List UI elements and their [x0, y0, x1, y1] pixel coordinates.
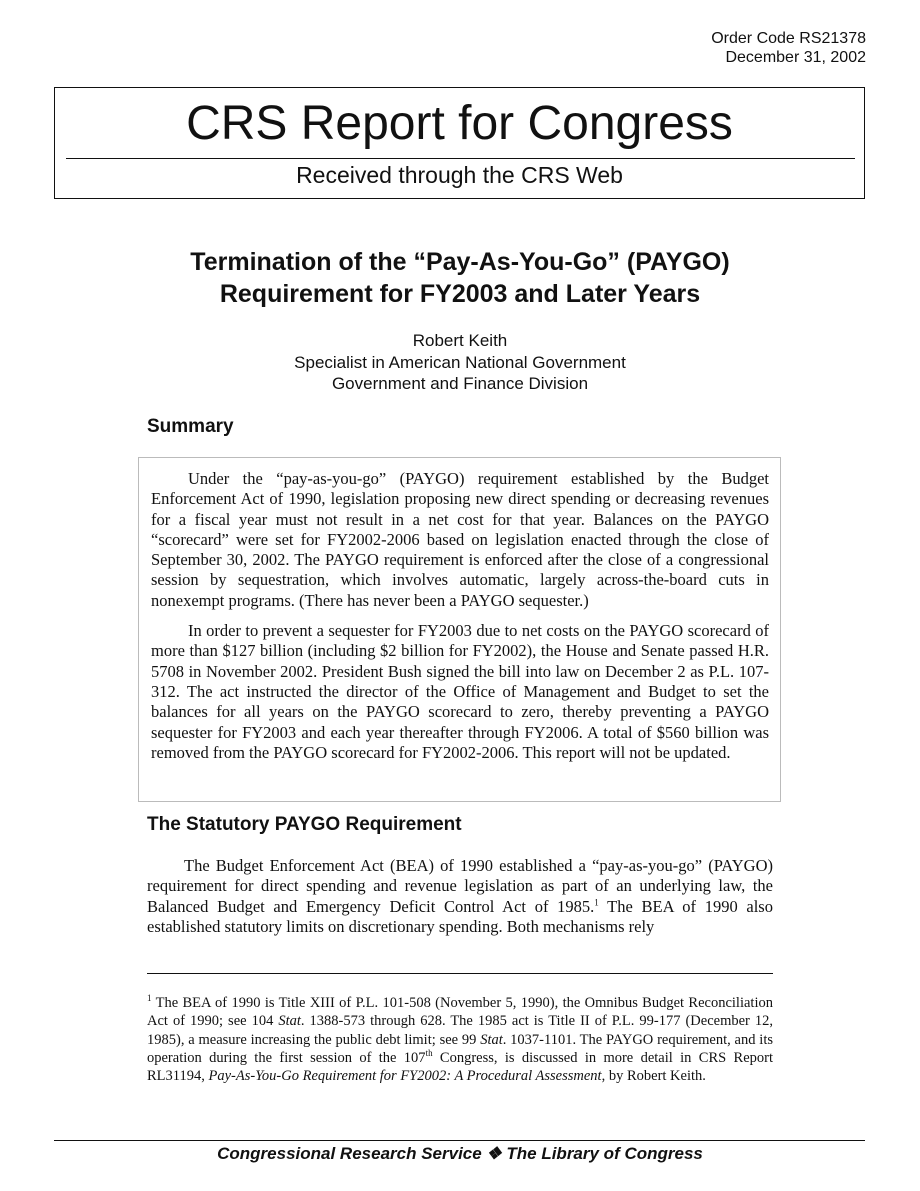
report-title	[100, 246, 820, 310]
masthead	[54, 87, 865, 199]
footnote-part-1: The BEA of 1990 is Title XIII of P.L. 101-508 (November 5, 1990), the Omnibus Budget Reconciliation Act of 1990; see 104	[147, 995, 773, 1030]
report-date: December 31, 2002	[725, 49, 866, 66]
section-paragraph-tail: The BEA of 1990 also established statutory limits on discretionary spending. Both mechanisms rely	[147, 896, 773, 936]
author-division: Government and Finance Division	[331, 374, 589, 393]
section-paragraph-text: The Budget Enforcement Act (BEA) of 1990 established a “pay-as-you-go” (PAYGO) requirement for direct spending and revenue legislation as part of an underlying law, the Balanced Budget and Emergency Deficit Control Act of 1985.	[147, 856, 773, 916]
author-title: Specialist in American National Government	[294, 352, 626, 372]
section-heading: The Statutory PAYGO Requirement	[147, 814, 462, 835]
summary-box	[138, 457, 781, 802]
summary-paragraph-2: In order to prevent a sequester for FY2003 due to net costs on the PAYGO scorecard of more than $127 billion (including $2 billion for FY2002), the House and Senate passed H.R. 5708 in November 2002. President Bush signed the bill into law on December 2 as P.L. 107-312. The act instructed the director of the Office of Management and Budget to set the balances for all years on the PAYGO scorecard to zero, thereby preventing a PAYGO sequester for FY2003 and each year thereafter through FY2006. A total of $560 billion was removed from the PAYGO scorecard for FY2002-2006. This report will not be updated.	[151, 621, 769, 762]
footnote-part-5: , by Robert Keith.	[601, 1068, 706, 1085]
byline	[160, 330, 760, 395]
order-code: Order Code RS21378	[711, 30, 866, 47]
footnote-ordinal: th	[425, 1048, 433, 1059]
summary-heading: Summary	[147, 416, 234, 437]
footnote-part-4: Congress, is discussed in more detail in CRS Report RL31194,	[147, 1049, 773, 1085]
footer-rule	[54, 1140, 865, 1141]
report-title-line-1: Termination of the “Pay-As-You-Go” (PAYGO)	[190, 248, 730, 276]
report-title-line-2: Requirement for FY2003 and Later Years	[219, 280, 701, 308]
footnote-report-title: Pay-As-You-Go Requirement for FY2002: A Procedural Assessment	[208, 1068, 602, 1085]
footnote-number: 1	[147, 993, 152, 1004]
masthead-title: CRS Report for Congress	[186, 97, 733, 150]
footnote-rule	[147, 973, 773, 974]
author-name: Robert Keith	[412, 331, 508, 350]
masthead-rule	[66, 158, 855, 159]
footnote	[147, 994, 773, 1085]
footnote-stat-1: Stat	[278, 1013, 301, 1030]
section-paragraph	[147, 856, 773, 937]
page-footer: Congressional Research Service ❖ The Library of Congress	[217, 1144, 703, 1163]
summary-paragraph-1: Under the “pay-as-you-go” (PAYGO) requirement established by the Budget Enforcement Act of 1990, legislation proposing new direct spending or decreasing revenues for a fiscal year must not result in a net cost for that year. Balances on the PAYGO “scorecard” were set for FY2002-2006 based on legislation enacted through the close of September 30, 2002. The PAYGO requirement is enforced after the close of a congressional session by sequestration, which involves automatic, largely across-the-board cuts in nonexempt programs. (There has never been a PAYGO sequester.)	[151, 469, 769, 610]
footnote-part-2: . 1388-573 through 628. The 1985 act is Title II of P.L. 99-177 (December 12, 1985), a measure increasing the public debt limit; see 99	[147, 1013, 773, 1048]
order-info	[711, 29, 866, 67]
section-body	[147, 856, 773, 937]
footnote-part-3: . 1037-1101. The PAYGO requirement, and its operation during the first session of the 107	[147, 1031, 773, 1066]
footnote-stat-2: Stat	[480, 1031, 503, 1048]
masthead-subtitle: Received through the CRS Web	[296, 162, 623, 188]
footnote-reference[interactable]: 1	[594, 897, 599, 908]
